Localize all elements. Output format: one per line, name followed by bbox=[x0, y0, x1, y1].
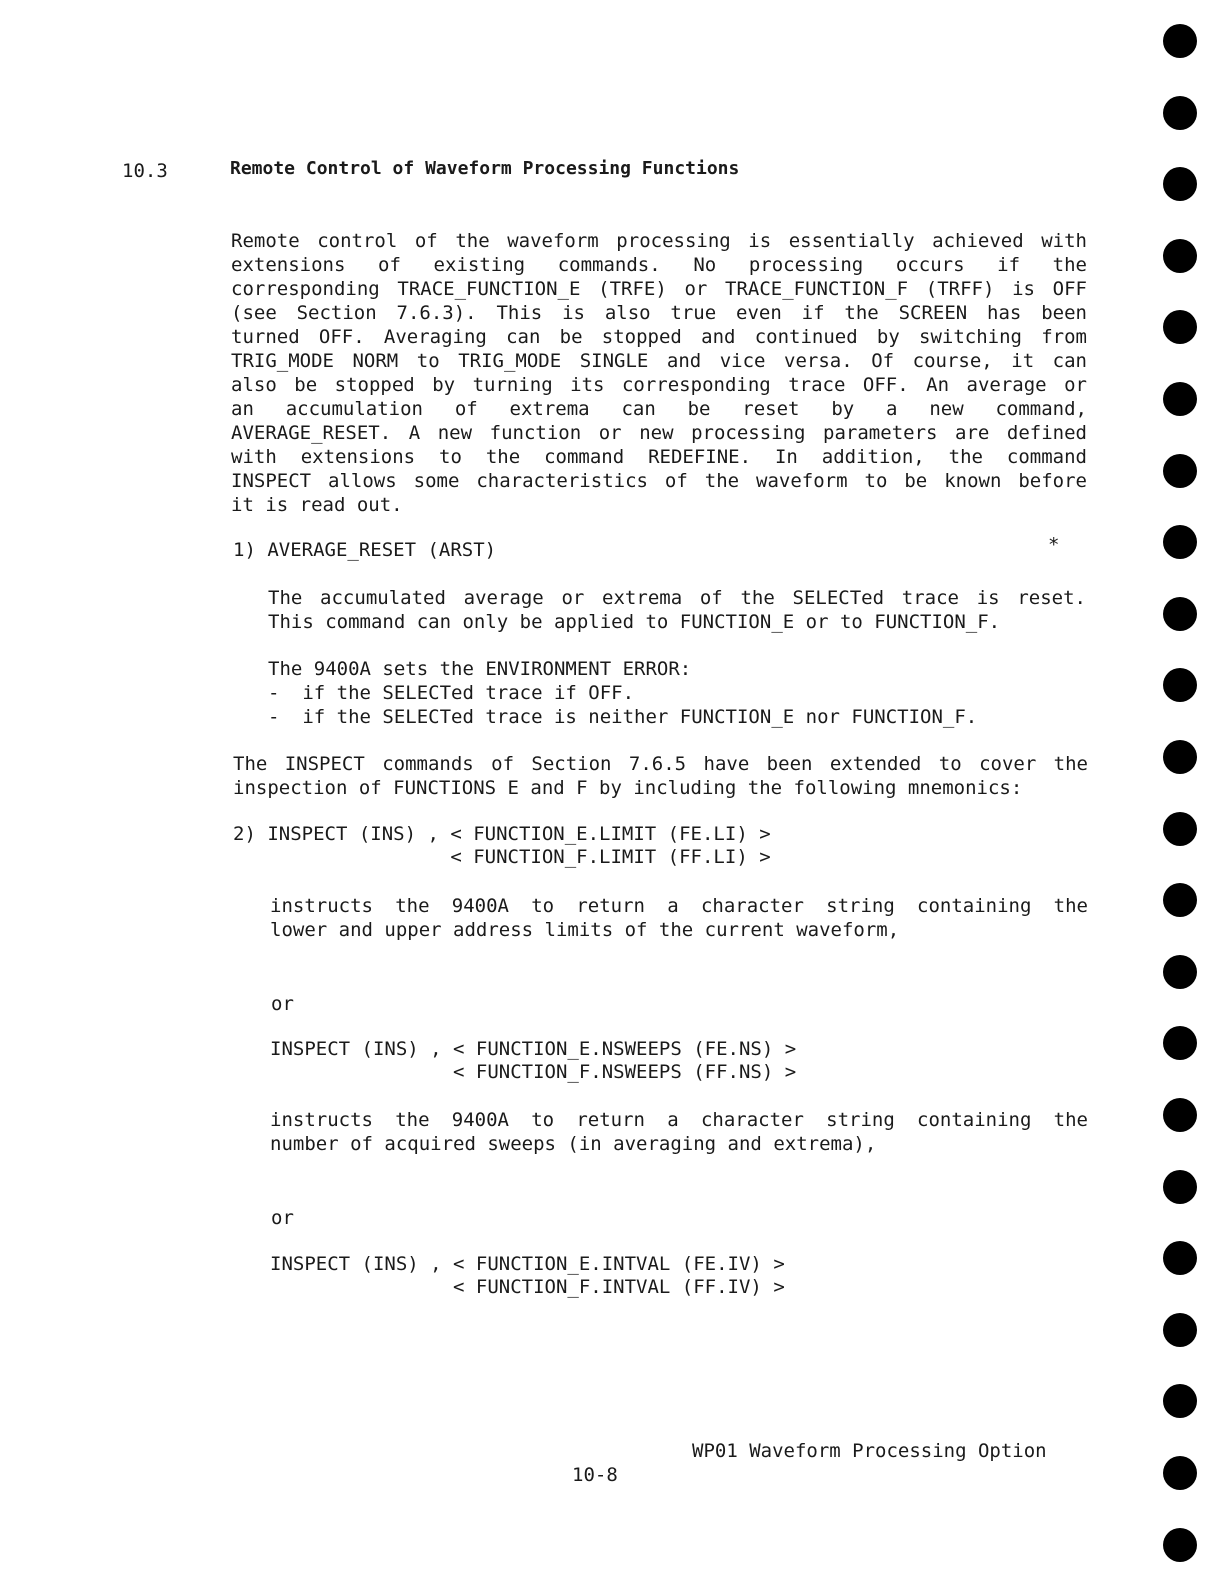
environment-error-list bbox=[268, 657, 1086, 729]
command-line: < FUNCTION_F.NSWEEPS (FF.NS) > bbox=[270, 1061, 797, 1083]
desc-line: instructs the 9400A to return a character string containing the bbox=[270, 895, 1088, 917]
or-label: or bbox=[271, 1207, 294, 1229]
desc-line: number of acquired sweeps (in averaging and extrema), bbox=[270, 1133, 877, 1155]
nsweeps-description bbox=[270, 1108, 1088, 1156]
inspect-limit-command bbox=[233, 823, 771, 869]
desc-line: instructs the 9400A to return a character string containing the bbox=[270, 1109, 1088, 1131]
binder-hole-icon bbox=[1163, 1026, 1197, 1060]
footer-title: WP01 Waveform Processing Option bbox=[692, 1440, 1047, 1462]
binder-hole-icon bbox=[1163, 1170, 1197, 1204]
binder-hole-icon bbox=[1163, 24, 1197, 58]
limit-description bbox=[270, 894, 1088, 942]
binder-hole-icon bbox=[1163, 382, 1197, 416]
env-line: - if the SELECTed trace if OFF. bbox=[268, 682, 635, 704]
binder-hole-icon bbox=[1163, 1241, 1197, 1275]
binder-hole-icon bbox=[1163, 96, 1197, 130]
binder-hole-icon bbox=[1163, 955, 1197, 989]
intro-line: it is read out. bbox=[231, 494, 403, 516]
intro-line: corresponding TRACE_FUNCTION_E (TRFE) or TRACE_FUNCTION_F (TRFF) is OFF bbox=[231, 278, 1087, 300]
item1-desc-line: The accumulated average or extrema of the SELECTed trace is reset. bbox=[268, 587, 1086, 609]
intro-line: an accumulation of extrema can be reset by a new command, bbox=[231, 398, 1087, 420]
inspect-intro-line: inspection of FUNCTIONS E and F by including the following mnemonics: bbox=[233, 777, 1023, 799]
binder-hole-icon bbox=[1163, 1456, 1197, 1490]
binder-hole-icon bbox=[1163, 310, 1197, 344]
intro-line: INSPECT allows some characteristics of the waveform to be known before bbox=[231, 470, 1087, 492]
section-number: 10.3 bbox=[122, 160, 168, 182]
change-marker: * bbox=[1048, 534, 1060, 556]
binder-hole-icon bbox=[1163, 1313, 1197, 1347]
command-line: < FUNCTION_F.INTVAL (FF.IV) > bbox=[270, 1276, 785, 1298]
binder-hole-icon bbox=[1163, 167, 1197, 201]
inspect-nsweeps-command bbox=[270, 1038, 796, 1084]
section-title: Remote Control of Waveform Processing Functions bbox=[230, 158, 740, 179]
binder-holes bbox=[1163, 0, 1199, 1572]
intro-line: (see Section 7.6.3). This is also true even if the SCREEN has been bbox=[231, 302, 1087, 324]
binder-hole-icon bbox=[1163, 740, 1197, 774]
binder-hole-icon bbox=[1163, 1528, 1197, 1562]
env-line: - if the SELECTed trace is neither FUNCTION_E nor FUNCTION_F. bbox=[268, 706, 978, 728]
inspect-intval-command bbox=[270, 1253, 785, 1299]
intro-line: turned OFF. Averaging can be stopped and continued by switching from bbox=[231, 326, 1087, 348]
intro-line: AVERAGE_RESET. A new function or new processing parameters are defined bbox=[231, 422, 1087, 444]
binder-hole-icon bbox=[1163, 883, 1197, 917]
binder-hole-icon bbox=[1163, 525, 1197, 559]
command-line: 2) INSPECT (INS) , < FUNCTION_E.LIMIT (FE.LI) > bbox=[233, 823, 771, 845]
binder-hole-icon bbox=[1163, 454, 1197, 488]
binder-hole-icon bbox=[1163, 1098, 1197, 1132]
binder-hole-icon bbox=[1163, 668, 1197, 702]
command-line: INSPECT (INS) , < FUNCTION_E.NSWEEPS (FE.NS) > bbox=[270, 1038, 797, 1060]
intro-line: also be stopped by turning its corresponding trace OFF. An average or bbox=[231, 374, 1087, 396]
binder-hole-icon bbox=[1163, 597, 1197, 631]
intro-line: with extensions to the command REDEFINE. In addition, the command bbox=[231, 446, 1087, 468]
inspect-intro-paragraph bbox=[233, 752, 1088, 800]
inspect-intro-line: The INSPECT commands of Section 7.6.5 have been extended to cover the bbox=[233, 753, 1088, 775]
item1-desc-line: This command can only be applied to FUNCTION_E or to FUNCTION_F. bbox=[268, 611, 1001, 633]
binder-hole-icon bbox=[1163, 1384, 1197, 1418]
binder-hole-icon bbox=[1163, 239, 1197, 273]
command-line: < FUNCTION_F.LIMIT (FF.LI) > bbox=[233, 846, 771, 868]
binder-hole-icon bbox=[1163, 812, 1197, 846]
page-number: 10-8 bbox=[572, 1464, 618, 1486]
desc-line: lower and upper address limits of the current waveform, bbox=[270, 919, 900, 941]
intro-line: Remote control of the waveform processing is essentially achieved with bbox=[231, 230, 1087, 252]
item1-heading: 1) AVERAGE_RESET (ARST) bbox=[233, 539, 497, 561]
item1-description bbox=[268, 586, 1086, 634]
intro-paragraph bbox=[231, 229, 1087, 517]
command-line: INSPECT (INS) , < FUNCTION_E.INTVAL (FE.IV) > bbox=[270, 1253, 785, 1275]
or-label: or bbox=[271, 993, 294, 1015]
env-line: The 9400A sets the ENVIRONMENT ERROR: bbox=[268, 658, 692, 680]
intro-line: extensions of existing commands. No processing occurs if the bbox=[231, 254, 1087, 276]
intro-line: TRIG_MODE NORM to TRIG_MODE SINGLE and vice versa. Of course, it can bbox=[231, 350, 1087, 372]
